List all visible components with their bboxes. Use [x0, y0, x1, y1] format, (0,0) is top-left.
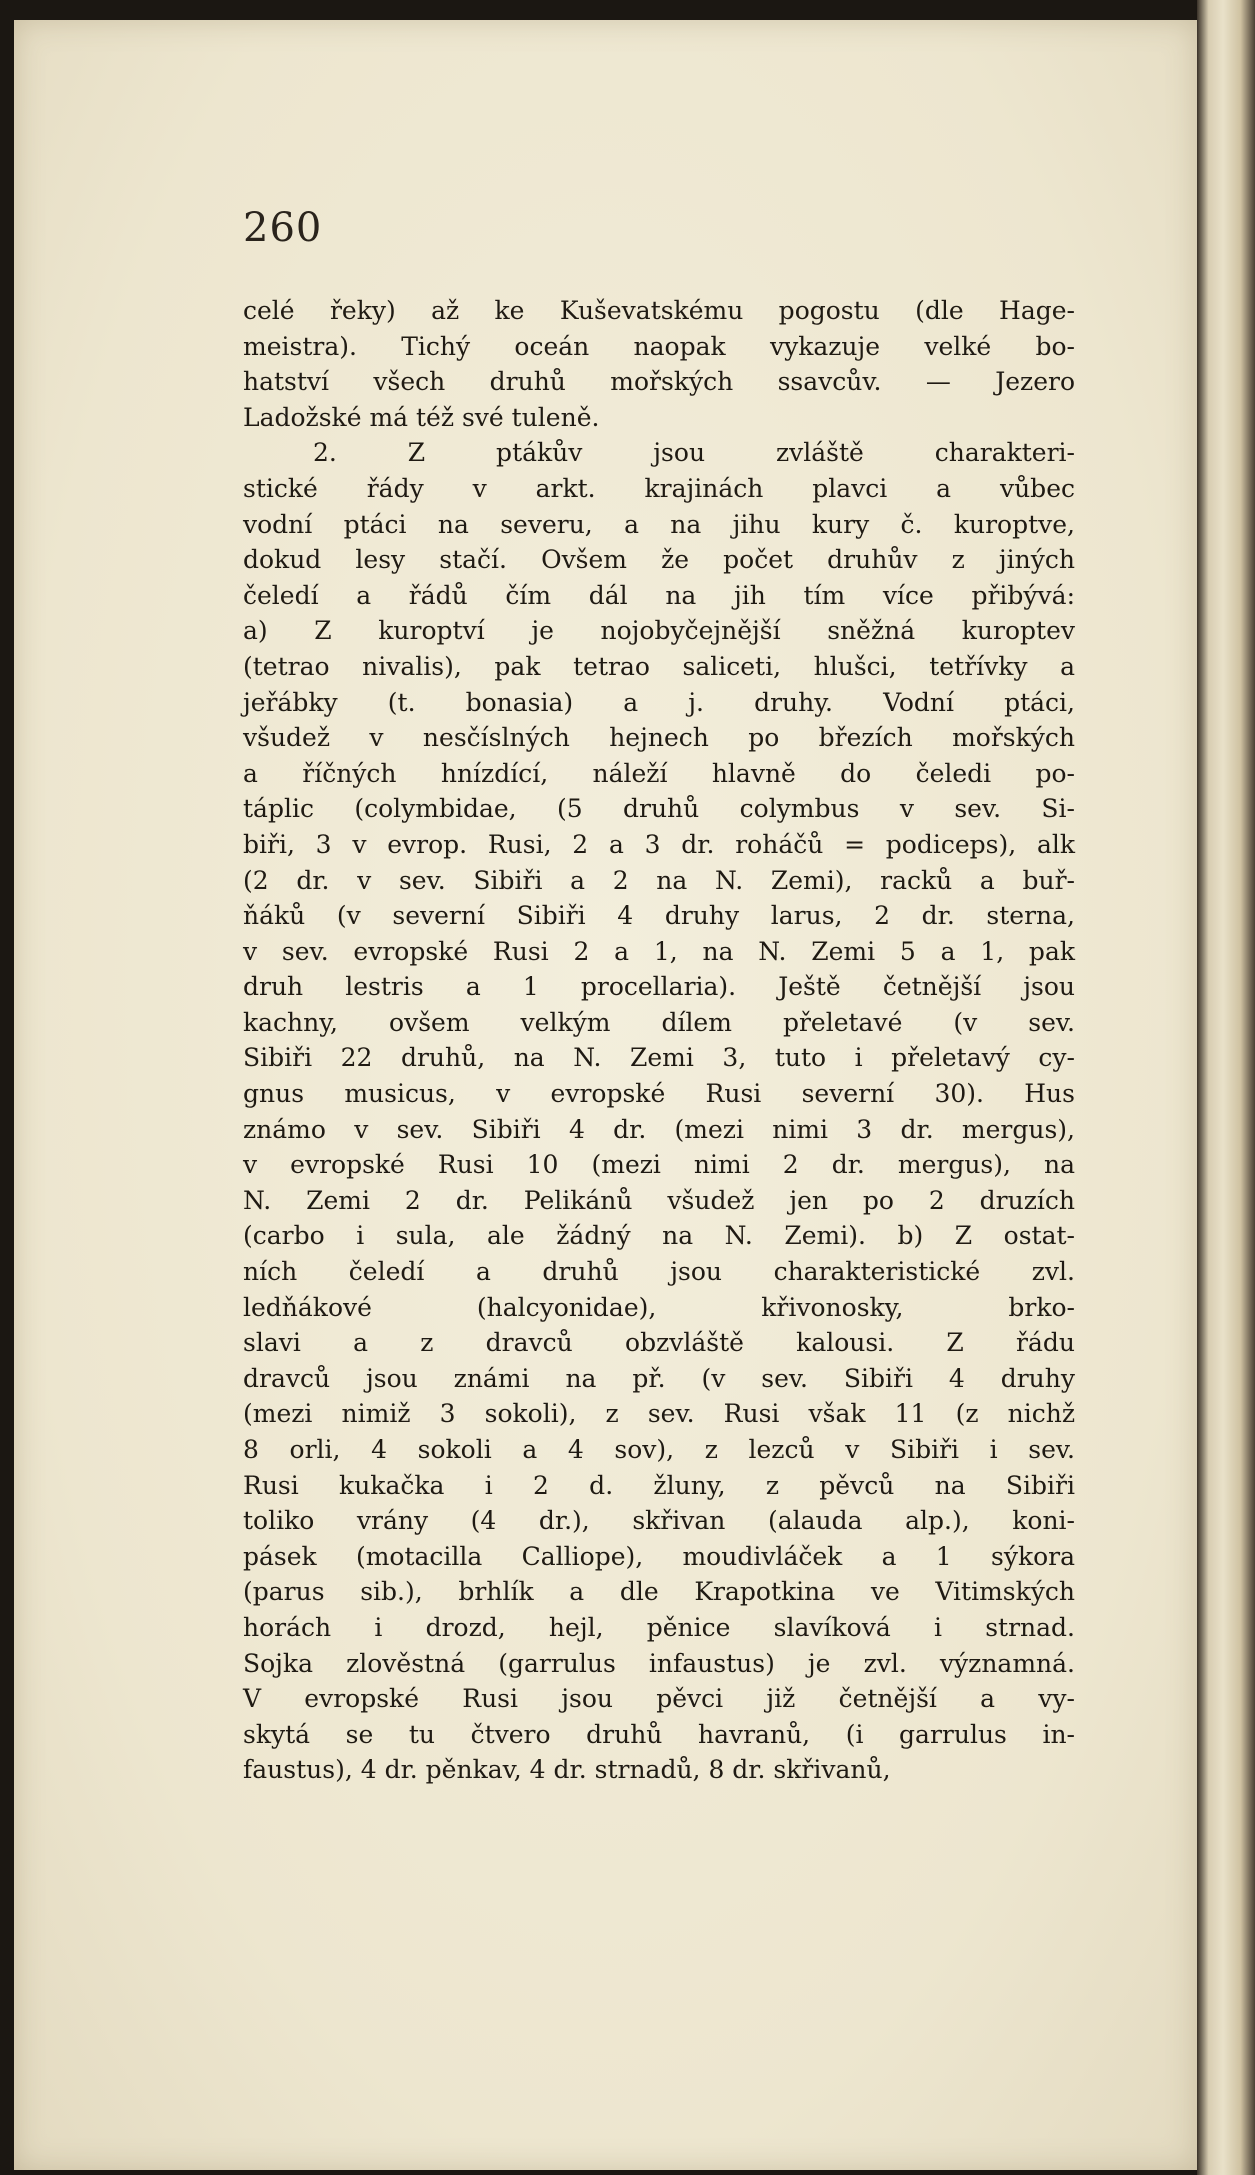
text-line: gnus musicus, v evropské Rusi severní 30). Hus — [243, 1079, 1075, 1109]
text-line: V evropské Rusi jsou pěvci již četnější a vy- — [243, 1684, 1075, 1714]
body-text — [243, 293, 1075, 1788]
text-line: horách i drozd, hejl, pěnice slavíková i strnad. — [243, 1612, 1075, 1642]
text-line: biři, 3 v evrop. Rusi, 2 a 3 dr. roháčů = podiceps), alk — [243, 829, 1075, 859]
text-line: a) Z kuroptví je nojobyčejnější sněžná kuroptev — [243, 616, 1075, 646]
text-line: (mezi nimiž 3 sokoli), z sev. Rusi však 11 (z nichž — [243, 1399, 1075, 1429]
text-line: ledňákové (halcyonidae), křivonosky, brko- — [243, 1292, 1075, 1322]
text-line: 2. Z ptákův jsou zvláště charakteri- — [313, 438, 1075, 468]
text-line: ních čeledí a druhů jsou charakteristické zvl. — [243, 1257, 1075, 1287]
text-line: 8 orli, 4 sokoli a 4 sov), z lezců v Sibiři i sev. — [243, 1435, 1075, 1464]
text-line: Sibiři 22 druhů, na N. Zemi 3, tuto i přeletavý cy- — [243, 1043, 1075, 1073]
text-line: čeledí a řádů čím dál na jih tím více přibývá: — [243, 580, 1075, 610]
text-line: dravců jsou známi na př. (v sev. Sibiři 4 druhy — [243, 1363, 1075, 1393]
text-line: dokud lesy stačí. Ovšem že počet druhův z jiných — [243, 545, 1075, 575]
text-line: druh lestris a 1 procellaria). Ještě četnější jsou — [243, 972, 1075, 1002]
text-line: N. Zemi 2 dr. Pelikánů všudež jen po 2 druzích — [243, 1185, 1075, 1215]
text-line: stické řády v arkt. krajinách plavci a vůbec — [243, 473, 1075, 503]
text-line: (parus sib.), brhlík a dle Krapotkina ve Vitimských — [243, 1577, 1075, 1607]
text-line: slavi a z dravců obzvláště kalousi. Z řádu — [243, 1328, 1075, 1358]
page-number: 260 — [243, 205, 323, 251]
text-line: známo v sev. Sibiři 4 dr. (mezi nimi 3 dr. mergus), — [243, 1114, 1075, 1144]
text-line: meistra). Tichý oceán naopak vykazuje velké bo- — [243, 331, 1075, 361]
text-line: faustus), 4 dr. pěnkav, 4 dr. strnadů, 8 dr. skřivanů, — [243, 1755, 891, 1785]
text-line: v sev. evropské Rusi 2 a 1, na N. Zemi 5 a 1, pak — [243, 936, 1075, 966]
text-line: hatství všech druhů mořských ssavcův. — Jezero — [243, 367, 1075, 397]
text-line: všudež v nesčíslných hejnech po březích mořských — [243, 723, 1075, 753]
text-line: a říčných hnízdící, náleží hlavně do čeledi po- — [243, 758, 1075, 788]
book-spine — [1197, 0, 1255, 2175]
text-line: (carbo i sula, ale žádný na N. Zemi). b) Z ostat- — [243, 1221, 1075, 1251]
text-line: Sojka zlověstná (garrulus infaustus) je zvl. významná. — [243, 1648, 1075, 1678]
text-line: v evropské Rusi 10 (mezi nimi 2 dr. mergus), na — [243, 1150, 1075, 1180]
text-line: Rusi kukačka i 2 d. žluny, z pěvců na Sibiři — [243, 1470, 1075, 1500]
text-line: (tetrao nivalis), pak tetrao saliceti, hlušci, tetřívky a — [243, 651, 1075, 681]
text-line: tápliс (colymbidae, (5 druhů colymbus v sev. Si- — [243, 794, 1075, 824]
text-line: toliko vrány (4 dr.), skřivan (alauda alp.), koni- — [243, 1506, 1075, 1536]
text-line: (2 dr. v sev. Sibiři a 2 na N. Zemi), racků a buř- — [243, 865, 1075, 895]
text-line: celé řeky) až ke Kuševatskému pogostu (dle Hage- — [243, 296, 1075, 325]
text-line: kachny, ovšem velkým dílem přeletavé (v sev. — [243, 1007, 1075, 1037]
text-line: jeřábky (t. bonasia) a j. druhy. Vodní ptáci, — [243, 687, 1075, 717]
text-line: ňáků (v severní Sibiři 4 druhy larus, 2 dr. sterna, — [243, 901, 1075, 931]
text-line: pásek (motacilla Calliope), moudivláček a 1 sýkora — [243, 1541, 1075, 1571]
text-line: Ladožské má též své tuleně. — [243, 402, 600, 432]
text-line: vodní ptáci na severu, a na jihu kury č. kuroptve, — [243, 509, 1075, 539]
text-line: skytá se tu čtvero druhů havranů, (i garrulus in- — [243, 1719, 1075, 1749]
